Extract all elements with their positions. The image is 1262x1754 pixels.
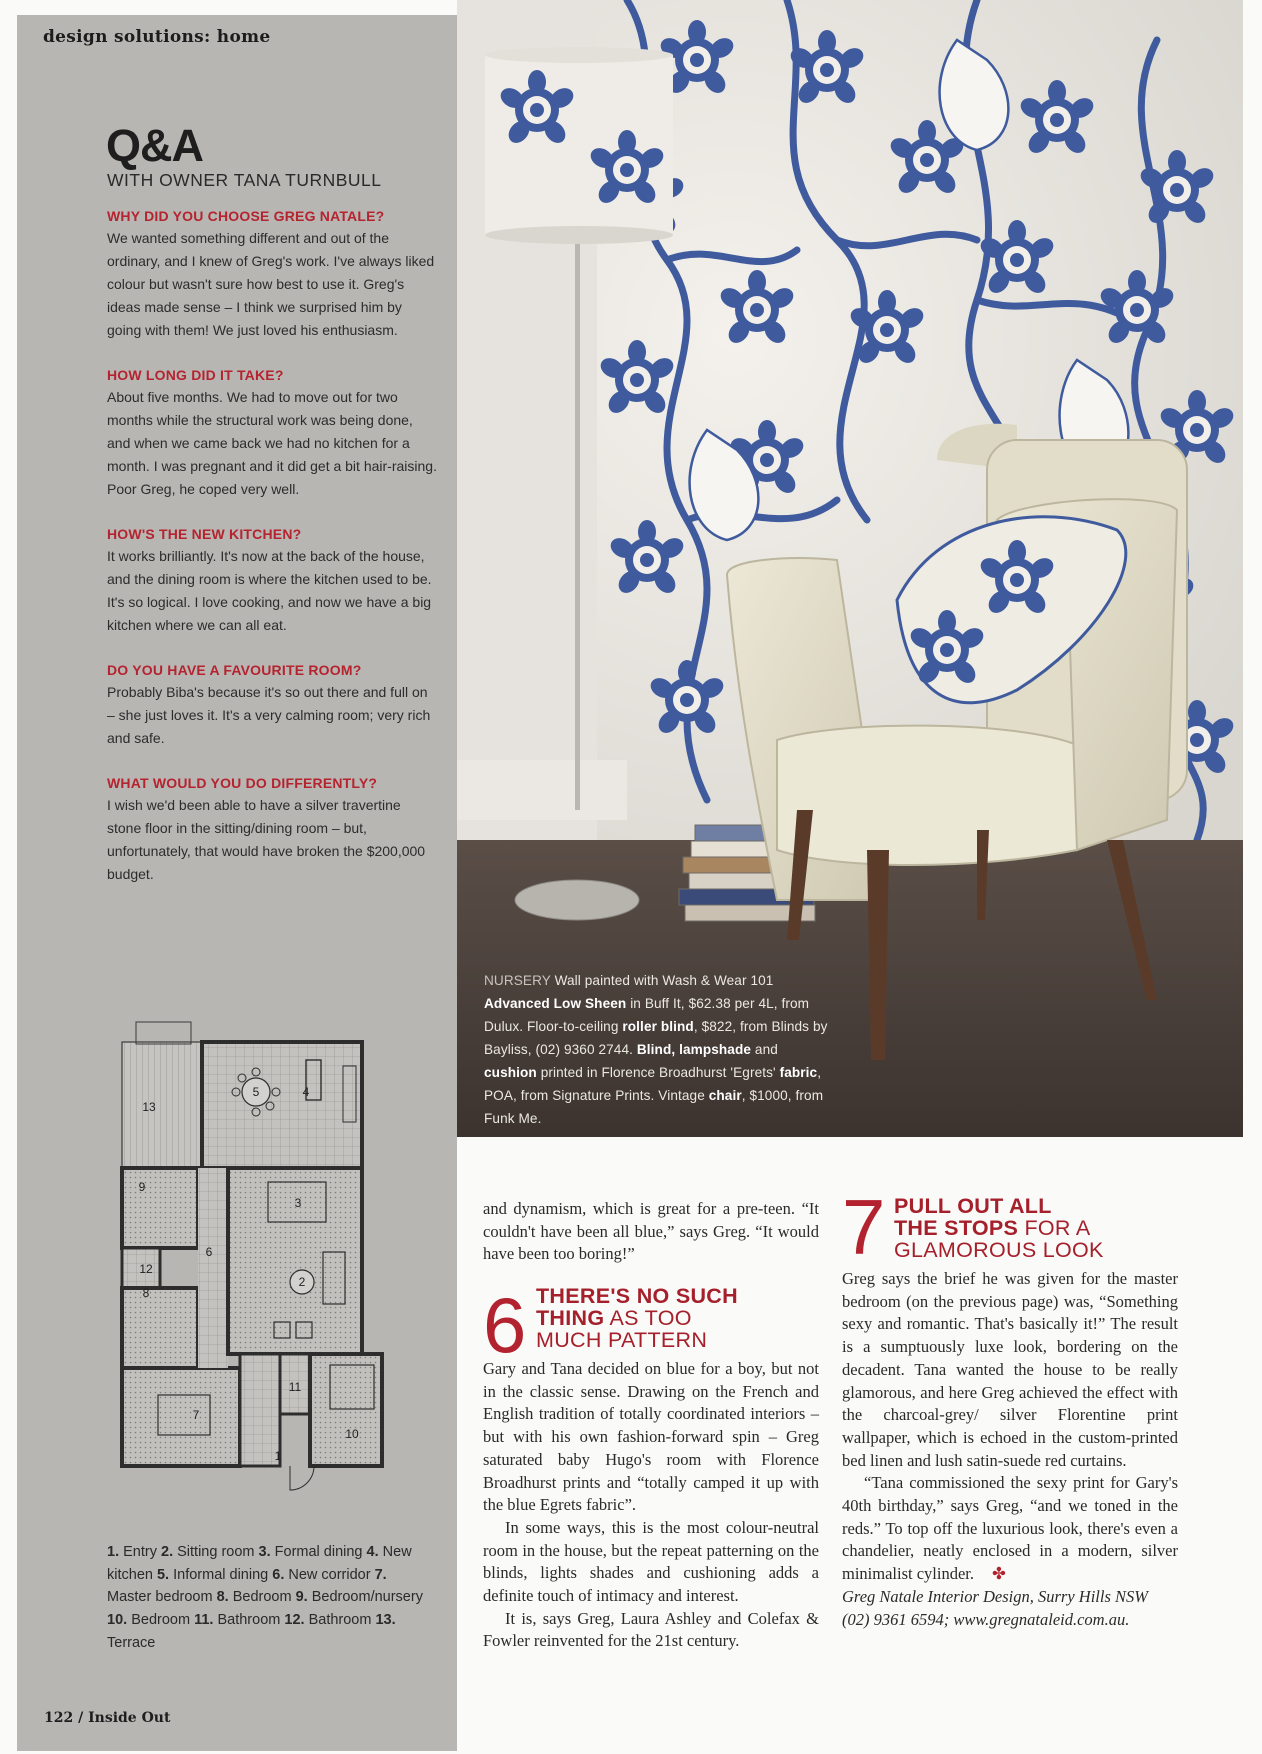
room-number: 4 — [302, 1085, 310, 1099]
caption-text: Wall painted with Wash & Wear 101 — [550, 973, 774, 988]
qa-question: DO YOU HAVE A FAVOURITE ROOM? — [107, 662, 362, 678]
legend-number: 11. — [194, 1612, 214, 1629]
qa-item — [107, 205, 437, 342]
legend-number: 5. — [156, 1566, 170, 1583]
heading-light: AS TOO — [604, 1306, 692, 1330]
room-number: 8 — [142, 1286, 150, 1300]
legend-number: 7. — [374, 1566, 387, 1583]
heading-line: PULL OUT ALL — [894, 1194, 1052, 1218]
legend-label: Bathroom — [217, 1612, 281, 1629]
caption-text: , POA, from Signature Prints. Vintage — [484, 1065, 822, 1103]
legend-label: Master bedroom — [107, 1589, 213, 1606]
section-7-body — [842, 1268, 1178, 1631]
body-paragraph: It is, says Greg, Laura Ashley and Colefax & Fowler reinvented for the 21st century. — [483, 1608, 819, 1651]
room-number: 6 — [205, 1245, 213, 1259]
caption-text: , $1000, from Funk Me. — [484, 1088, 824, 1126]
room-number: 13 — [142, 1100, 156, 1114]
room-number: 12 — [139, 1262, 153, 1276]
legend-number: 4. — [366, 1544, 379, 1560]
room-number: 7 — [192, 1408, 200, 1422]
caption-product: Blind, lampshade — [636, 1042, 752, 1057]
intro-paragraph: and dynamism, which is great for a pre-teen. “It couldn't have been all blue,” says Greg. “It would have been too boring!” — [483, 1199, 819, 1264]
room-number: 2 — [298, 1275, 306, 1289]
page-folio: 122 / Inside Out — [44, 1710, 171, 1726]
photo-caption — [484, 969, 834, 1130]
qa-item — [107, 364, 437, 501]
room-number: 1 — [274, 1449, 282, 1463]
body-paragraph: “Tana commissioned the sexy print for Gary's 40th birthday,” says Greg, “and we toned in the reds.” To top off the luxurious look, there's even a chandelier, neatly enclosed in a modern, silver minimalist cylinder. — [842, 1473, 1178, 1584]
legend-label: Bathroom — [308, 1612, 372, 1629]
legend-number: 1. — [107, 1544, 120, 1560]
legend-label: New kitchen — [107, 1544, 412, 1583]
qa-answer: Probably Biba's because it's so out there and full on – she just loves it. It's a very calming room; very rich and safe. — [107, 684, 431, 746]
legend-label: Formal dining — [274, 1544, 363, 1560]
legend-number: 6. — [272, 1566, 285, 1583]
caption-product: roller blind — [622, 1019, 694, 1034]
heading-bold: THING — [536, 1306, 605, 1330]
body-paragraph: Gary and Tana decided on blue for a boy, but not in the classic sense. Drawing on the French and English tradition of totally coordinated interiors – but with his own fashion-forward spin – Greg saturated baby Hugo's room with Florence Broadhurst prints and “totally camped it up with the blue Egrets fabric”. — [483, 1359, 819, 1515]
legend-label: Informal dining — [173, 1566, 269, 1583]
heading-light: FOR A — [1018, 1216, 1091, 1240]
caption-text: printed in Florence Broadhurst 'Egrets' — [536, 1065, 780, 1080]
caption-text: in Buff It, $62.38 per 4L, from Dulux. Floor-to-ceiling — [484, 996, 810, 1034]
heading-bold: THE STOPS — [894, 1216, 1019, 1240]
legend-number: 9. — [295, 1589, 308, 1606]
legend-number: 2. — [161, 1544, 174, 1560]
room-number: 5 — [252, 1085, 260, 1099]
qa-question: WHAT WOULD YOU DO DIFFERENTLY? — [107, 775, 378, 791]
legend-number: 8. — [216, 1589, 229, 1606]
legend-number: 10. — [107, 1612, 128, 1629]
qa-item — [107, 523, 437, 637]
heading-line: GLAMOROUS LOOK — [894, 1238, 1104, 1262]
caption-text: , $822, from Blinds by Bayliss, (02) 9360 2744. — [484, 1019, 828, 1057]
legend-number: 3. — [258, 1544, 271, 1560]
section-7-heading — [894, 1195, 1184, 1261]
caption-text: and — [751, 1042, 778, 1057]
article-intro — [483, 1198, 819, 1266]
room-number: 11 — [288, 1380, 302, 1394]
legend-label: New corridor — [288, 1566, 371, 1583]
nursery-photo — [457, 0, 1243, 1137]
legend-label: Sitting room — [177, 1544, 255, 1560]
qa-list — [107, 205, 437, 908]
room-number: 3 — [294, 1196, 302, 1210]
caption-product: fabric — [779, 1065, 818, 1080]
end-mark-icon: ✤ — [991, 1564, 1006, 1584]
heading-line: THERE'S NO SUCH — [536, 1284, 738, 1308]
qa-title: Q&A — [106, 120, 203, 171]
legend-label: Terrace — [107, 1634, 156, 1651]
legend-number: 12. — [284, 1612, 305, 1629]
qa-answer: I wish we'd been able to have a silver travertine stone floor in the sitting/dining room – but, unfortunately, that would have broken the $200,000 budget. — [107, 797, 426, 882]
section-tag: design solutions: home — [43, 27, 271, 47]
qa-subtitle: WITH OWNER TANA TURNBULL — [107, 170, 382, 190]
qa-item — [107, 772, 437, 886]
qa-answer: About five months. We had to move out for two months while the structural work was being done, and when we came back we had no kitchen for a month. I was pregnant and it did get a bit hair-raising. Poor Greg, he coped very well. — [107, 389, 437, 497]
designer-credit: Greg Natale Interior Design, Surry Hills NSW (02) 9361 6594; www.gregnataleid.com.au. — [842, 1586, 1148, 1629]
section-6-heading — [536, 1285, 826, 1351]
qa-answer: It works brilliantly. It's now at the back of the house, and the dining room is where the kitchen used to be. It's so logical. I love cooking, and now we have a big kitchen where we can all eat. — [107, 548, 432, 633]
caption-product: chair — [708, 1088, 742, 1103]
caption-room-label: NURSERY — [484, 973, 551, 988]
body-paragraph: In some ways, this is the most colour-neutral room in the house, but the repeat patterning on the blinds, lights shades and cushioning adds a definite touch of intimacy and interest. — [483, 1517, 819, 1606]
caption-product: Advanced Low Sheen — [484, 996, 627, 1011]
legend-label: Bedroom — [131, 1612, 191, 1629]
caption-product: cushion — [484, 1065, 537, 1080]
qa-question: HOW'S THE NEW KITCHEN? — [107, 526, 302, 542]
section-7-number: 7 — [842, 1183, 886, 1271]
floor-plan — [118, 1020, 430, 1500]
qa-question: WHY DID YOU CHOOSE GREG NATALE? — [107, 208, 385, 224]
room-number: 9 — [138, 1180, 146, 1194]
legend-label: Bedroom/nursery — [311, 1589, 423, 1606]
legend-label: Entry — [123, 1544, 157, 1560]
qa-question: HOW LONG DID IT TAKE? — [107, 367, 284, 383]
room-number: 10 — [345, 1427, 359, 1441]
heading-line: MUCH PATTERN — [536, 1328, 708, 1352]
legend-number: 13. — [375, 1612, 396, 1629]
qa-item — [107, 659, 437, 750]
section-6-number: 6 — [483, 1281, 527, 1369]
legend-label: Bedroom — [232, 1589, 292, 1606]
section-6-body — [483, 1358, 819, 1653]
body-paragraph: Greg says the brief he was given for the master bedroom (on the previous page) was, “Something sexy and romantic. That's basically it!” The result is a sumptuously luxe look, bordering on the decadent. Tana wanted the house to be really glamorous, and here Greg achieved the effect with the charcoal-grey/ silver Florentine print wallpaper, which is echoed in the custom-printed bed linen and lush satin-suede red curtains. — [842, 1269, 1178, 1470]
qa-answer: We wanted something different and out of the ordinary, and I knew of Greg's work. I've always liked colour but wasn't sure how best to use it. Greg's ideas made sense – I think we surprised him by going with them! We just loved his enthusiasm. — [107, 230, 435, 338]
floor-plan-legend — [107, 1541, 432, 1655]
